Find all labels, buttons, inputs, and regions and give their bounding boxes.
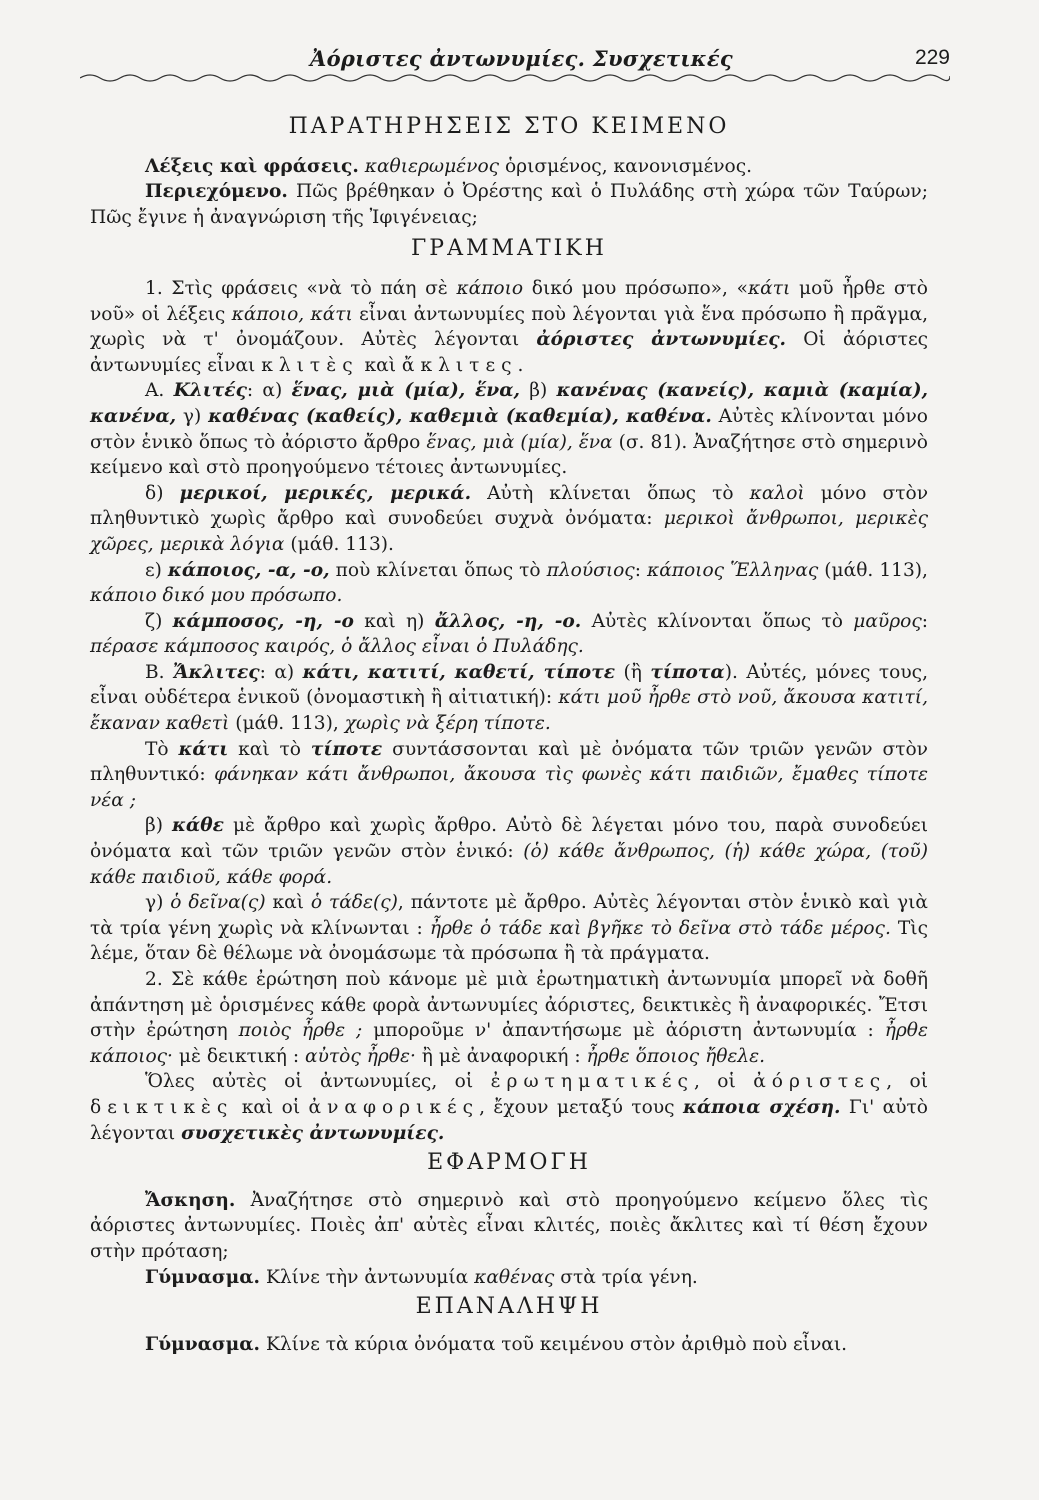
paragraph-merikoi: [90, 481, 928, 558]
text-run: ἕνας, μιὰ (μία), ἕνα,: [291, 380, 520, 402]
text-run: : α): [259, 661, 303, 683]
text-run: :: [634, 559, 647, 581]
text-run: συσχετικὲς ἀντωνυμίες.: [181, 1122, 445, 1144]
page-body: [90, 108, 928, 1357]
text-run: ἀόριστες: [753, 1071, 887, 1093]
wavy-rule: [80, 72, 950, 84]
text-run: ἦρθε ὁ τάδε καὶ βγῆκε τὸ δεῖνα στὸ τάδε μέρος.: [429, 917, 891, 939]
text-run: , ἔχουν μεταξύ τους: [479, 1096, 684, 1118]
text-run: κάτι: [747, 277, 791, 299]
paragraph-periexomeno: [90, 179, 928, 230]
paragraph-kapoios: [90, 558, 928, 609]
text-run: ). Αὐτές, μόνες τους, εἶναι οὐδέτερα ἑνικοῦ (ὀνομαστικὴ ἢ αἰτιατική):: [90, 661, 928, 709]
text-run: Αὐτὲς κλίνονται μόνο στὸν ἑνικὸ ὅπως τὸ ἀόριστο ἄρθρο: [90, 405, 928, 453]
paragraph-lexeis: [90, 154, 928, 180]
text-run: (σ. 81). Ἀναζήτησε στὸ σημερινὸ κείμενο καὶ στὸ προηγούμενο τέτοιες ἀντωνυμίες.: [90, 431, 929, 479]
gymnasma-label: Γύμνασμα.: [145, 1266, 261, 1288]
text-run: (ὁ) κάθε ἄνθρωπος, (ἡ) κάθε χώρα, (τοῦ) κάθε παιδιοῦ, κάθε φορά.: [90, 841, 928, 888]
text-run: καὶ οἱ: [233, 1096, 309, 1118]
text-run: Κλιτές: [173, 380, 247, 402]
text-run: Τὸ: [145, 738, 179, 760]
text-run: ἀόριστες ἀντωνυμίες.: [536, 329, 787, 351]
text-run: συντάσσονται καὶ μὲ ὀνόματα τῶν τριῶν γενῶν στὸν πληθυντικό:: [90, 738, 928, 786]
gymnasma-label: Γύμνασμα.: [145, 1333, 261, 1355]
text-run: ἦρθε ὅποιος ἤθελε.: [586, 1045, 766, 1067]
text-run: β): [519, 380, 557, 402]
text-run: ἀναφορικές: [308, 1096, 480, 1118]
text-run: 2. Σὲ κάθε ἐρώτηση ποὺ κάνομε μὲ μιὰ ἐρωτηματικὴ ἀντωνυμία μπορεῖ νὰ δοθῆ ἀπάντηση μὲ ὁρισμένες κάθε φορὰ ἀντωνυμίες ἀόριστες, δεικτικὲς ἢ ἀναφορικές. Ἔτσι στὴν ἐρώτηση: [90, 969, 928, 1042]
page-number: 229: [914, 46, 950, 69]
text-run: ἕνας, μιὰ (μία), ἕνα: [426, 431, 613, 453]
paragraph-kamposos: [90, 609, 928, 660]
text-run: μοῦ ἦρθε στὸ νοῦ» οἱ λέξεις: [90, 277, 928, 325]
text-run: μὲ δεικτική :: [172, 1045, 306, 1067]
paragraph-klites: [90, 378, 928, 480]
page-header: [80, 40, 950, 82]
paragraph-syschetikes: [90, 1069, 928, 1146]
text-run: κάμποσος, -η, -ο: [172, 610, 354, 632]
section-title-grammatiki: ΓΡΑΜΜΑΤΙΚΗ: [411, 236, 607, 262]
text-run: Αὐτὴ κλίνεται ὅπως τὸ: [471, 482, 750, 504]
text-run: κανένας (κανείς), καμιὰ (καμία), κανένα,: [90, 380, 928, 427]
text-run: ποὺ κλίνεται ὅπως τὸ: [329, 559, 547, 581]
text-run: εἶναι ἀντωνυμίες ποὺ λέγονται γιὰ ἕνα πρόσωπο ἢ πρᾶγμα, χωρὶς νὰ τ' ὀνομάζουν. Αὐτὲς λέγονται: [90, 303, 929, 351]
text-run: καθένας: [474, 1266, 555, 1288]
text-run: ἄλλος, -η, -ο.: [434, 610, 582, 632]
text-run: τίποτε: [310, 738, 383, 760]
text-run: Οἱ ἀόριστες ἀντωνυμίες εἶναι: [90, 329, 928, 376]
periexomeno-text: Πῶς βρέθηκαν ὁ Ὀρέστης καὶ ὁ Πυλάδης στὴ χώρα τῶν Ταύρων; Πῶς ἔγινε ἡ ἀναγνώριση τῆς Ἰφιγένειας;: [90, 181, 928, 228]
running-title: Ἀόριστες ἀντωνυμίες. Συσχετικές: [310, 46, 733, 71]
paragraph-kati-tipote: [90, 737, 928, 814]
text-run: 1. Στὶς φράσεις «νὰ τὸ πάη σὲ: [145, 277, 457, 299]
text-run: .: [517, 354, 524, 376]
lexeis-label: Λέξεις καὶ φράσεις.: [145, 155, 359, 177]
paragraph-deina-tade: [90, 890, 928, 967]
text-run: ποιὸς ἦρθε ;: [238, 1020, 363, 1042]
text-run: ζ): [145, 610, 173, 632]
text-run: μερικοί, μερικές, μερικά.: [179, 482, 472, 504]
text-run: καθένας (καθείς), καθεμιὰ (καθεμία), καθένα.: [208, 405, 712, 427]
text-run: κάποιο δικό μου πρόσωπο.: [90, 585, 343, 607]
text-run: , πάντοτε μὲ ἄρθρο. Αὐτὲς λέγονται στὸν ἑνικὸ καὶ γιὰ τὰ τρία γένη χωρὶς νὰ κλίνωνται :: [90, 892, 928, 939]
text-run: ἢ μὲ ἀναφορική :: [415, 1045, 587, 1067]
text-run: Ἄκλιτες: [173, 661, 260, 683]
paragraph-2: [90, 967, 928, 1069]
text-run: Κλίνε τὰ κύρια ὀνόματα τοῦ κειμένου στὸν ἀριθμὸ ποὺ εἶναι.: [260, 1333, 848, 1355]
text-run: κάποιο, κάτι: [231, 303, 353, 325]
text-run: (μάθ. 113).: [284, 533, 394, 555]
section-title-paratiriseis: ΠΑΡΑΤΗΡΗΣΕΙΣ ΣΤΟ ΚΕΙΜΕΝΟ: [288, 114, 730, 139]
text-run: πλούσιος: [546, 559, 635, 581]
lexeis-definition: ὁρισμένος, κανονισμένος.: [499, 155, 753, 177]
text-run: : α): [246, 380, 292, 402]
text-run: Β.: [145, 661, 174, 683]
paragraph-gymnasma-1: [90, 1265, 928, 1291]
text-run: Κλίνε τὴν ἀντωνυμία: [260, 1266, 475, 1288]
text-run: τίποτα: [650, 661, 725, 683]
paragraph-kathe: [90, 813, 928, 890]
text-run: καὶ: [358, 354, 402, 376]
text-run: κλιτὲς: [261, 354, 359, 376]
text-run: δ): [145, 482, 180, 504]
text-run: αὐτὸς ἦρθε·: [305, 1045, 416, 1067]
text-run: καὶ: [265, 892, 311, 914]
text-run: (μάθ. 113),: [229, 713, 345, 735]
text-run: (ἢ: [615, 661, 651, 683]
text-run: ε): [145, 559, 168, 581]
text-run: ὁ τάδε(ς): [310, 892, 398, 914]
section-title-epanalipsi: ΕΠΑΝΑΛΗΨΗ: [415, 1294, 603, 1320]
section-title-efarmogi: ΕΦΑΡΜΟΓΗ: [427, 1150, 591, 1176]
text-run: ἐρωτηματικές: [490, 1071, 694, 1093]
text-run: :: [921, 610, 929, 632]
text-run: στὰ τρία γένη.: [554, 1266, 698, 1288]
text-run: κάποιος, -α, -ο,: [167, 559, 330, 581]
text-run: καὶ η): [353, 610, 435, 632]
text-run: μόνο στὸν πληθυντικὸ χωρὶς ἄρθρο καὶ συνοδεύει συχνὰ ὀνόματα:: [90, 482, 929, 530]
paragraph-gymnasma-2: [90, 1332, 928, 1358]
text-run: β): [145, 815, 172, 837]
text-run: κάποιος Ἕλληνας: [647, 559, 819, 581]
text-run: Αὐτὲς κλίνονται ὅπως τὸ: [581, 610, 854, 632]
text-run: , οἱ: [886, 1071, 929, 1093]
paragraph-1: [90, 276, 928, 378]
askisi-text: Ἀναζήτησε στὸ σημερινὸ καὶ στὸ προηγούμενο κείμενο ὅλες τὶς ἀόριστες ἀντωνυμίες. Ποιὲς ἀπ' αὐτὲς εἶναι κλιτές, ποιὲς ἄκλιτες καὶ τί θέση ἔχουν στὴν πρόταση;: [90, 1189, 928, 1262]
text-run: πέρασε κάμποσος καιρός, ὁ ἄλλος εἶναι ὁ Πυλάδης.: [90, 636, 584, 658]
text-run: Ὅλες αὐτὲς οἱ ἀντωνυμίες, οἱ: [145, 1071, 491, 1093]
paragraph-aklites: [90, 660, 928, 737]
text-run: μερικοὶ ἄνθρωποι, μερικὲς χῶρες, μερικὰ λόγια: [90, 508, 928, 555]
text-run: δεικτικὲς: [90, 1096, 234, 1118]
text-run: κάτι: [178, 738, 229, 760]
text-run: κάποια σχέση.: [683, 1096, 841, 1118]
text-run: γ): [176, 405, 209, 427]
text-run: ἦρθε κάποιος·: [90, 1020, 928, 1067]
text-run: κάτι μοῦ ἦρθε στὸ νοῦ, ἄκουσα κατιτί, ἔκαναν καθετὶ: [90, 687, 928, 735]
periexomeno-label: Περιεχόμενο.: [145, 181, 288, 203]
text-run: μὲ ἄρθρο καὶ χωρὶς ἄρθρο. Αὐτὸ δὲ λέγεται μόνο του, παρὰ συνοδεύει ὀνόματα καὶ τῶν τριῶν γενῶν στὸν ἑνικό:: [90, 815, 928, 863]
text-run: κάτι, κατιτί, καθετί, τίποτε: [302, 661, 616, 683]
text-run: χωρὶς νὰ ξέρη τίποτε.: [344, 713, 551, 735]
text-run: μποροῦμε ν' ἀπαντήσωμε μὲ ἀόριστη ἀντωνυμία :: [362, 1020, 885, 1042]
text-run: ἄκλιτες: [401, 354, 518, 376]
text-run: φάνηκαν κάτι ἄνθρωποι, ἄκουσα τὶς φωνὲς κάτι παιδιῶν, ἔμαθες τίποτε νέα ;: [90, 764, 928, 811]
text-run: γ): [145, 892, 171, 914]
text-run: , οἱ: [693, 1071, 754, 1093]
text-run: μαῦρος: [853, 610, 922, 632]
text-run: καὶ τὸ: [228, 738, 311, 760]
text-run: δικό μου πρόσωπο», «: [523, 277, 748, 299]
askisi-label: Ἄσκηση.: [145, 1189, 236, 1211]
text-run: καλοὶ: [749, 482, 805, 504]
text-run: Τὶς λέμε, ὅταν δὲ θέλωμε νὰ ὀνομάσωμε τὰ πρόσωπα ἢ τὰ πράγματα.: [90, 917, 928, 965]
text-run: κάθε: [172, 815, 224, 837]
text-run: Α.: [145, 380, 174, 402]
lexeis-word: καθιερωμένος: [364, 155, 500, 177]
text-run: κάποιο: [456, 277, 524, 299]
paragraph-askisi: [90, 1188, 928, 1265]
text-run: (μάθ. 113),: [818, 559, 928, 581]
text-run: ὁ δεῖνα(ς): [170, 892, 266, 914]
text-run: Γι' αὐτὸ λέγονται: [90, 1096, 928, 1144]
